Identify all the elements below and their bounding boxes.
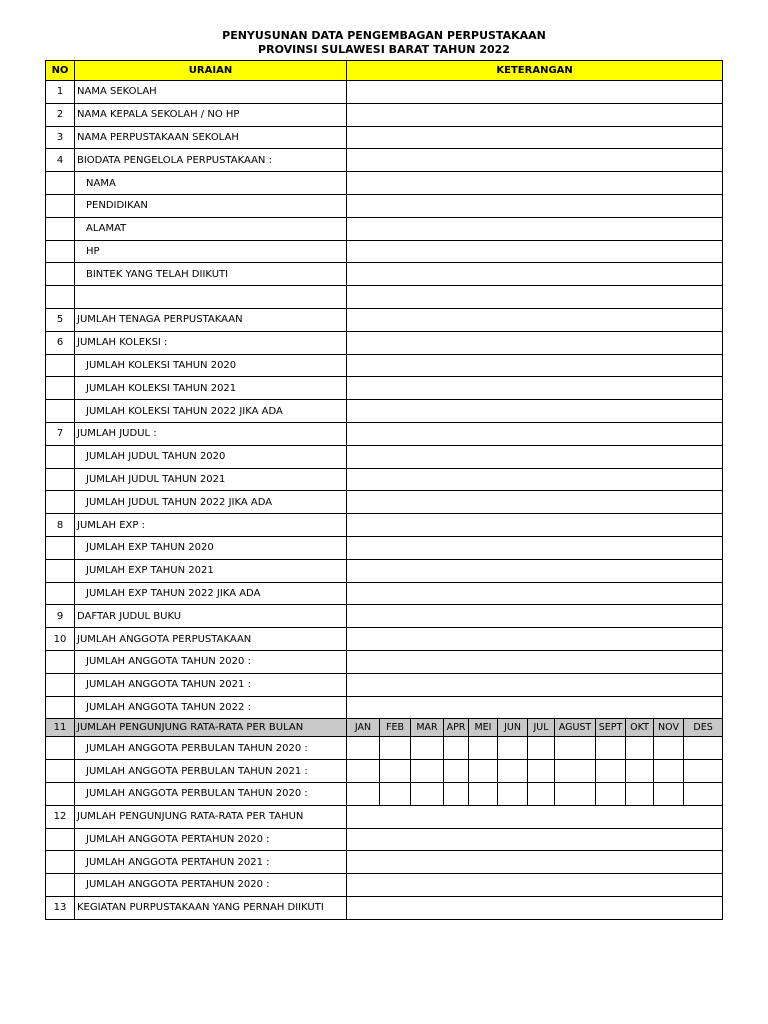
month-value-cell[interactable] [626, 737, 654, 760]
keterangan-cell[interactable] [347, 468, 723, 491]
month-value-cell[interactable] [347, 737, 380, 760]
keterangan-cell[interactable] [347, 896, 723, 919]
row-number [46, 559, 75, 582]
row-number [46, 582, 75, 605]
table-row [46, 217, 723, 240]
row-number [46, 828, 75, 851]
row-number: 10 [46, 628, 75, 651]
month-value-cell[interactable] [596, 782, 626, 805]
table-row [46, 126, 723, 149]
month-value-cell[interactable] [469, 782, 498, 805]
row-label: KEGIATAN PURPUSTAKAAN YANG PERNAH DIIKUTI [75, 896, 347, 919]
table-row [46, 874, 723, 897]
keterangan-cell[interactable] [347, 828, 723, 851]
row-label: JUMLAH KOLEKSI : [75, 331, 347, 354]
row-label: BINTEK YANG TELAH DIIKUTI [75, 263, 347, 286]
keterangan-cell[interactable] [347, 172, 723, 195]
row-number: 5 [46, 308, 75, 331]
header-keterangan: KETERANGAN [347, 61, 723, 81]
row-number: 11 [46, 719, 75, 737]
month-header: MEI [469, 719, 498, 737]
keterangan-cell[interactable] [347, 240, 723, 263]
row-number: 12 [46, 805, 75, 828]
row-label: JUMLAH EXP TAHUN 2020 [75, 536, 347, 559]
table-row [46, 514, 723, 537]
row-number: 2 [46, 103, 75, 126]
row-number [46, 240, 75, 263]
month-header: JUL [528, 719, 555, 737]
month-header: SEPT [596, 719, 626, 737]
row-number: 8 [46, 514, 75, 537]
keterangan-cell[interactable] [347, 81, 723, 104]
row-label: DAFTAR JUDUL BUKU [75, 605, 347, 628]
header-no: NO [46, 61, 75, 81]
month-value-cell[interactable] [498, 737, 528, 760]
row-label: JUMLAH ANGGOTA PERTAHUN 2020 : [75, 874, 347, 897]
month-value-cell[interactable] [528, 782, 555, 805]
row-label: JUMLAH ANGGOTA TAHUN 2020 : [75, 650, 347, 673]
month-header: NOV [654, 719, 684, 737]
month-header: AGUST [555, 719, 596, 737]
keterangan-cell[interactable] [347, 422, 723, 445]
row-number: 7 [46, 422, 75, 445]
table-row [46, 263, 723, 286]
row-label: JUMLAH JUDUL TAHUN 2021 [75, 468, 347, 491]
month-value-cell[interactable] [347, 760, 380, 783]
row-label: JUMLAH ANGGOTA PERTAHUN 2021 : [75, 851, 347, 874]
month-value-cell[interactable] [347, 782, 380, 805]
table-row [46, 81, 723, 104]
table-row [46, 172, 723, 195]
row-label [75, 286, 347, 309]
keterangan-cell[interactable] [347, 514, 723, 537]
table-row [46, 582, 723, 605]
table-row [46, 491, 723, 514]
row-label: NAMA KEPALA SEKOLAH / NO HP [75, 103, 347, 126]
month-value-cell[interactable] [380, 782, 411, 805]
table-row [46, 782, 723, 805]
table-row [46, 240, 723, 263]
month-value-cell[interactable] [555, 760, 596, 783]
row-label: NAMA SEKOLAH [75, 81, 347, 104]
row-label: JUMLAH PENGUNJUNG RATA-RATA PER BULAN [75, 719, 347, 737]
month-value-cell[interactable] [469, 760, 498, 783]
table-row [46, 149, 723, 172]
row-label: JUMLAH KOLEKSI TAHUN 2022 JIKA ADA [75, 400, 347, 423]
table-row [46, 536, 723, 559]
row-number [46, 673, 75, 696]
keterangan-cell[interactable] [347, 805, 723, 828]
document-title-line1: PENYUSUNAN DATA PENGEMBAGAN PERPUSTAKAAN [222, 29, 546, 42]
month-header: MAR [411, 719, 444, 737]
keterangan-cell[interactable] [347, 696, 723, 719]
month-value-cell[interactable] [654, 760, 684, 783]
keterangan-cell[interactable] [347, 605, 723, 628]
table-row [46, 445, 723, 468]
table-row [46, 851, 723, 874]
row-label: JUMLAH ANGGOTA PERPUSTAKAAN [75, 628, 347, 651]
table-row [46, 286, 723, 309]
month-header: JUN [498, 719, 528, 737]
table-row [46, 103, 723, 126]
month-header: OKT [626, 719, 654, 737]
row-number [46, 172, 75, 195]
table-row [46, 422, 723, 445]
row-label: JUMLAH KOLEKSI TAHUN 2021 [75, 377, 347, 400]
row-number [46, 491, 75, 514]
month-value-cell[interactable] [596, 737, 626, 760]
table-row [46, 377, 723, 400]
row-label: JUMLAH ANGGOTA PERTAHUN 2020 : [75, 828, 347, 851]
table-row [46, 605, 723, 628]
keterangan-cell[interactable] [347, 263, 723, 286]
table-row [46, 468, 723, 491]
keterangan-cell[interactable] [347, 308, 723, 331]
month-value-cell[interactable] [444, 760, 469, 783]
keterangan-cell[interactable] [347, 650, 723, 673]
row-number: 3 [46, 126, 75, 149]
row-number [46, 874, 75, 897]
row-label: JUMLAH JUDUL TAHUN 2020 [75, 445, 347, 468]
keterangan-cell[interactable] [347, 582, 723, 605]
row-label: NAMA [75, 172, 347, 195]
month-value-cell[interactable] [380, 737, 411, 760]
month-value-cell[interactable] [555, 782, 596, 805]
keterangan-cell[interactable] [347, 331, 723, 354]
keterangan-cell[interactable] [347, 673, 723, 696]
table-row [46, 331, 723, 354]
keterangan-cell[interactable] [347, 628, 723, 651]
row-label: JUMLAH EXP TAHUN 2022 JIKA ADA [75, 582, 347, 605]
monthly-visitors-row [46, 719, 723, 737]
table-row [46, 696, 723, 719]
row-label: BIODATA PENGELOLA PERPUSTAKAAN : [75, 149, 347, 172]
table-row [46, 650, 723, 673]
keterangan-cell[interactable] [347, 536, 723, 559]
row-label: ALAMAT [75, 217, 347, 240]
month-value-cell[interactable] [411, 782, 444, 805]
row-number [46, 400, 75, 423]
month-value-cell[interactable] [498, 760, 528, 783]
table-header-row [46, 61, 723, 81]
keterangan-cell[interactable] [347, 874, 723, 897]
row-number [46, 445, 75, 468]
row-label: JUMLAH ANGGOTA TAHUN 2021 : [75, 673, 347, 696]
row-label: JUMLAH PENGUNJUNG RATA-RATA PER TAHUN [75, 805, 347, 828]
month-value-cell[interactable] [528, 760, 555, 783]
row-number [46, 354, 75, 377]
month-value-cell[interactable] [498, 782, 528, 805]
data-table [45, 60, 723, 920]
table-row [46, 760, 723, 783]
row-label: NAMA PERPUSTAKAAN SEKOLAH [75, 126, 347, 149]
row-number [46, 851, 75, 874]
row-label: JUMLAH TENAGA PERPUSTAKAAN [75, 308, 347, 331]
table-row [46, 194, 723, 217]
month-value-cell[interactable] [626, 782, 654, 805]
keterangan-cell[interactable] [347, 103, 723, 126]
table-row [46, 308, 723, 331]
row-label: HP [75, 240, 347, 263]
month-header: FEB [380, 719, 411, 737]
month-value-cell[interactable] [654, 737, 684, 760]
row-number: 1 [46, 81, 75, 104]
row-label: PENDIDIKAN [75, 194, 347, 217]
row-label: JUMLAH ANGGOTA PERBULAN TAHUN 2020 : [75, 782, 347, 805]
table-row [46, 737, 723, 760]
month-header: DES [684, 719, 723, 737]
row-number [46, 194, 75, 217]
table-row [46, 805, 723, 828]
month-value-cell[interactable] [555, 737, 596, 760]
row-number [46, 536, 75, 559]
table-row [46, 354, 723, 377]
row-number: 4 [46, 149, 75, 172]
table-row [46, 673, 723, 696]
month-value-cell[interactable] [444, 782, 469, 805]
keterangan-cell[interactable] [347, 286, 723, 309]
keterangan-cell[interactable] [347, 126, 723, 149]
keterangan-cell[interactable] [347, 194, 723, 217]
row-number: 13 [46, 896, 75, 919]
row-label: JUMLAH JUDUL : [75, 422, 347, 445]
row-label: JUMLAH EXP TAHUN 2021 [75, 559, 347, 582]
row-label: JUMLAH ANGGOTA TAHUN 2022 : [75, 696, 347, 719]
month-value-cell[interactable] [380, 760, 411, 783]
keterangan-cell[interactable] [347, 559, 723, 582]
month-value-cell[interactable] [444, 737, 469, 760]
month-header: APR [444, 719, 469, 737]
row-label: JUMLAH KOLEKSI TAHUN 2020 [75, 354, 347, 377]
keterangan-cell[interactable] [347, 377, 723, 400]
month-value-cell[interactable] [626, 760, 654, 783]
header-uraian: URAIAN [75, 61, 347, 81]
month-value-cell[interactable] [654, 782, 684, 805]
row-number [46, 286, 75, 309]
month-value-cell[interactable] [684, 737, 723, 760]
month-value-cell[interactable] [684, 782, 723, 805]
row-number [46, 468, 75, 491]
keterangan-cell[interactable] [347, 149, 723, 172]
month-value-cell[interactable] [528, 737, 555, 760]
row-number [46, 782, 75, 805]
table-row [46, 400, 723, 423]
row-label: JUMLAH ANGGOTA PERBULAN TAHUN 2020 : [75, 737, 347, 760]
month-value-cell[interactable] [684, 760, 723, 783]
row-number [46, 217, 75, 240]
keterangan-cell[interactable] [347, 445, 723, 468]
table-row [46, 559, 723, 582]
keterangan-cell[interactable] [347, 217, 723, 240]
table-row [46, 896, 723, 919]
month-value-cell[interactable] [469, 737, 498, 760]
month-header: JAN [347, 719, 380, 737]
keterangan-cell[interactable] [347, 400, 723, 423]
row-number: 6 [46, 331, 75, 354]
row-number [46, 650, 75, 673]
month-value-cell[interactable] [411, 760, 444, 783]
row-label: JUMLAH ANGGOTA PERBULAN TAHUN 2021 : [75, 760, 347, 783]
row-label: JUMLAH EXP : [75, 514, 347, 537]
row-number [46, 377, 75, 400]
keterangan-cell[interactable] [347, 851, 723, 874]
month-value-cell[interactable] [596, 760, 626, 783]
table-row [46, 628, 723, 651]
row-number [46, 696, 75, 719]
row-number [46, 737, 75, 760]
keterangan-cell[interactable] [347, 354, 723, 377]
row-label: JUMLAH JUDUL TAHUN 2022 JIKA ADA [75, 491, 347, 514]
row-number [46, 760, 75, 783]
table-row [46, 828, 723, 851]
month-value-cell[interactable] [411, 737, 444, 760]
keterangan-cell[interactable] [347, 491, 723, 514]
row-number [46, 263, 75, 286]
document-title-line2: PROVINSI SULAWESI BARAT TAHUN 2022 [258, 43, 510, 56]
row-number: 9 [46, 605, 75, 628]
